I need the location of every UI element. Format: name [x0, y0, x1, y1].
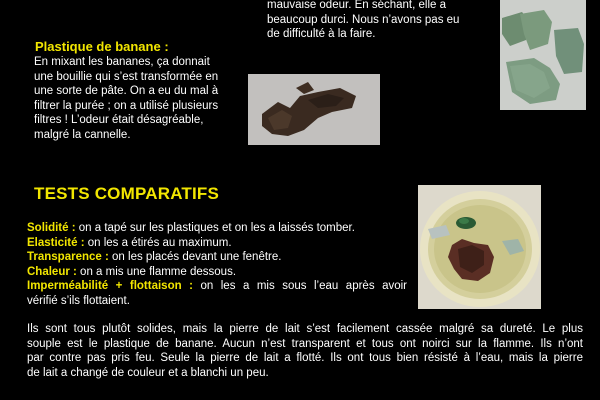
banana-line: une bouillie qui s’est transformée en	[34, 70, 219, 83]
banana-title: Plastique de banane :	[35, 39, 169, 54]
banana-plastic-photo	[248, 74, 380, 145]
tests-title: TESTS COMPARATIFS	[34, 184, 220, 203]
tests-list	[27, 221, 407, 309]
test-item-heat	[27, 265, 407, 280]
conclusion-line: par contre pas pris feu. Seule la pierre de lait a flotté. Ils ont tous bien résisté à l’eau, mais la pierre	[27, 352, 583, 365]
test-label: Elasticité :	[27, 236, 85, 249]
test-text: on les a mis sous l’eau après avoir	[200, 280, 407, 293]
test-label: Transparence :	[27, 251, 109, 264]
test-item-waterproof	[27, 279, 407, 294]
banana-line: une sorte de pâte. On a eu du mal à	[34, 85, 219, 98]
top-right-line: beaucoup durci. Nous n’avons pas eu	[267, 13, 460, 26]
banana-description	[34, 55, 238, 143]
top-right-text	[267, 0, 492, 44]
test-item-elasticity	[27, 236, 407, 251]
bowl-photo	[418, 185, 541, 309]
conclusion	[27, 322, 583, 380]
test-text: on a mis une flamme dessous.	[80, 265, 237, 278]
test-item-solidity	[27, 221, 407, 236]
banana-plastic-image	[248, 74, 380, 145]
test-item-transparency	[27, 250, 407, 265]
test-label: Imperméabilité + flottaison :	[27, 280, 193, 293]
test-text: on a tapé sur les plastiques et on les a laissés tomber.	[78, 222, 355, 234]
test-label: Solidité :	[27, 222, 76, 234]
banana-line: En mixant les bananes, ça donnait	[34, 56, 210, 68]
bowl-image	[418, 185, 541, 309]
banana-line: malgré la cannelle.	[34, 128, 131, 141]
conclusion-line: Ils sont tous plutôt solides, mais la pierre de lait s’est facilement cassée malgré sa dureté. Le plus	[27, 323, 583, 335]
top-right-line: mauvaise odeur. En séchant, elle a	[267, 0, 447, 11]
test-continuation: vérifié s’ils flottaient.	[27, 294, 130, 307]
top-right-line: de difficulté à la faire.	[267, 28, 376, 41]
milk-stone-image	[500, 0, 586, 110]
test-label: Chaleur :	[27, 265, 77, 278]
milk-stone-photo	[500, 0, 586, 110]
banana-line: filtrer la purée ; on a utilisé plusieurs	[34, 99, 219, 112]
conclusion-line: souple est le plastique de banane. Aucun n’est transparent et tous ont noirci sur la flamme. Ils n’ont	[27, 337, 583, 350]
banana-line: filtres ! L’odeur était désagréable,	[34, 114, 204, 127]
test-text: on les a étirés au maximum.	[87, 236, 232, 249]
conclusion-line: de lait a changé de couleur et a blanchi un peu.	[27, 366, 269, 379]
test-text: on les placés devant une fenêtre.	[112, 251, 282, 264]
